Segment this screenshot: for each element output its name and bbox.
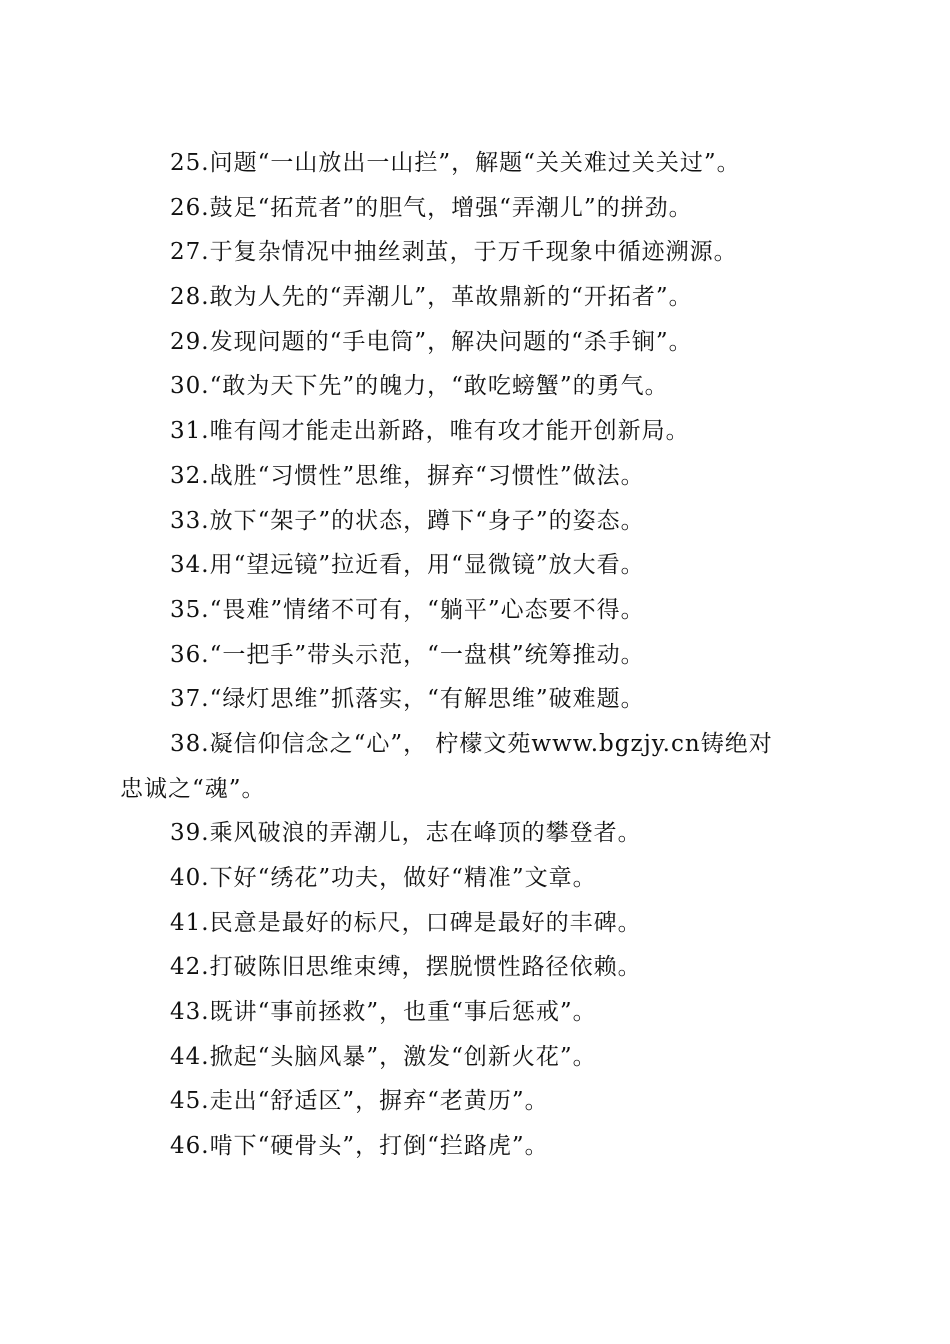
document-body (120, 141, 820, 1169)
list-item-40: 40.下好“绣花”功夫，做好“精准”文章。 (170, 865, 597, 891)
list-item-43: 43.既讲“事前拯救”，也重“事后惩戒”。 (170, 999, 597, 1026)
list-item-30: 30.“敢为天下先”的魄力，“敢吃螃蟹”的勇气。 (170, 373, 669, 400)
list-item-38-continuation: 忠诚之“魂”。 (120, 775, 266, 802)
list-item-37: 37.“绿灯思维”抓落实，“有解思维”破难题。 (170, 686, 645, 713)
list-item-26: 26.鼓足“拓荒者”的胆气，增强“弄潮儿”的拼劲。 (170, 194, 693, 221)
list-item-25: 25.问题“一山放出一山拦”，解题“关关难过关关过”。 (170, 150, 741, 176)
list-item-46: 46.啃下“硬骨头”，打倒“拦路虎”。 (170, 1133, 549, 1160)
list-item-33: 33.放下“架子”的状态，蹲下“身子”的姿态。 (170, 507, 645, 534)
list-item-42: 42.打破陈旧思维束缚，摆脱惯性路径依赖。 (170, 954, 642, 981)
list-item-44: 44.掀起“头脑风暴”，激发“创新火花”。 (170, 1043, 597, 1070)
list-item-41: 41.民意是最好的标尺，口碑是最好的丰碑。 (170, 909, 642, 936)
list-item-29: 29.发现问题的“手电筒”，解决问题的“杀手锏”。 (170, 328, 693, 355)
list-item-31: 31.唯有闯才能走出新路，唯有攻才能开创新局。 (170, 418, 690, 445)
list-item-28: 28.敢为人先的“弄潮儿”，革故鼎新的“开拓者”。 (170, 284, 693, 311)
list-item-35: 35.“畏难”情绪不可有，“躺平”心态要不得。 (170, 596, 645, 623)
list-item-27: 27.于复杂情况中抽丝剥茧，于万千现象中循迹溯源。 (170, 239, 738, 266)
list-item-36: 36.“一把手”带头示范，“一盘棋”统筹推动。 (170, 641, 645, 668)
list-item-45: 45.走出“舒适区”，摒弃“老黄历”。 (170, 1088, 549, 1115)
list-item-34: 34.用“望远镜”拉近看，用“显微镜”放大看。 (170, 552, 645, 579)
list-item-38: 38.凝信仰信念之“心”， 柠檬文苑www.bgzjy.cn铸绝对 (170, 730, 773, 757)
list-item-39: 39.乘风破浪的弄潮儿，志在峰顶的攀登者。 (170, 820, 642, 847)
list-item-32: 32.战胜“习惯性”思维，摒弃“习惯性”做法。 (170, 462, 645, 489)
